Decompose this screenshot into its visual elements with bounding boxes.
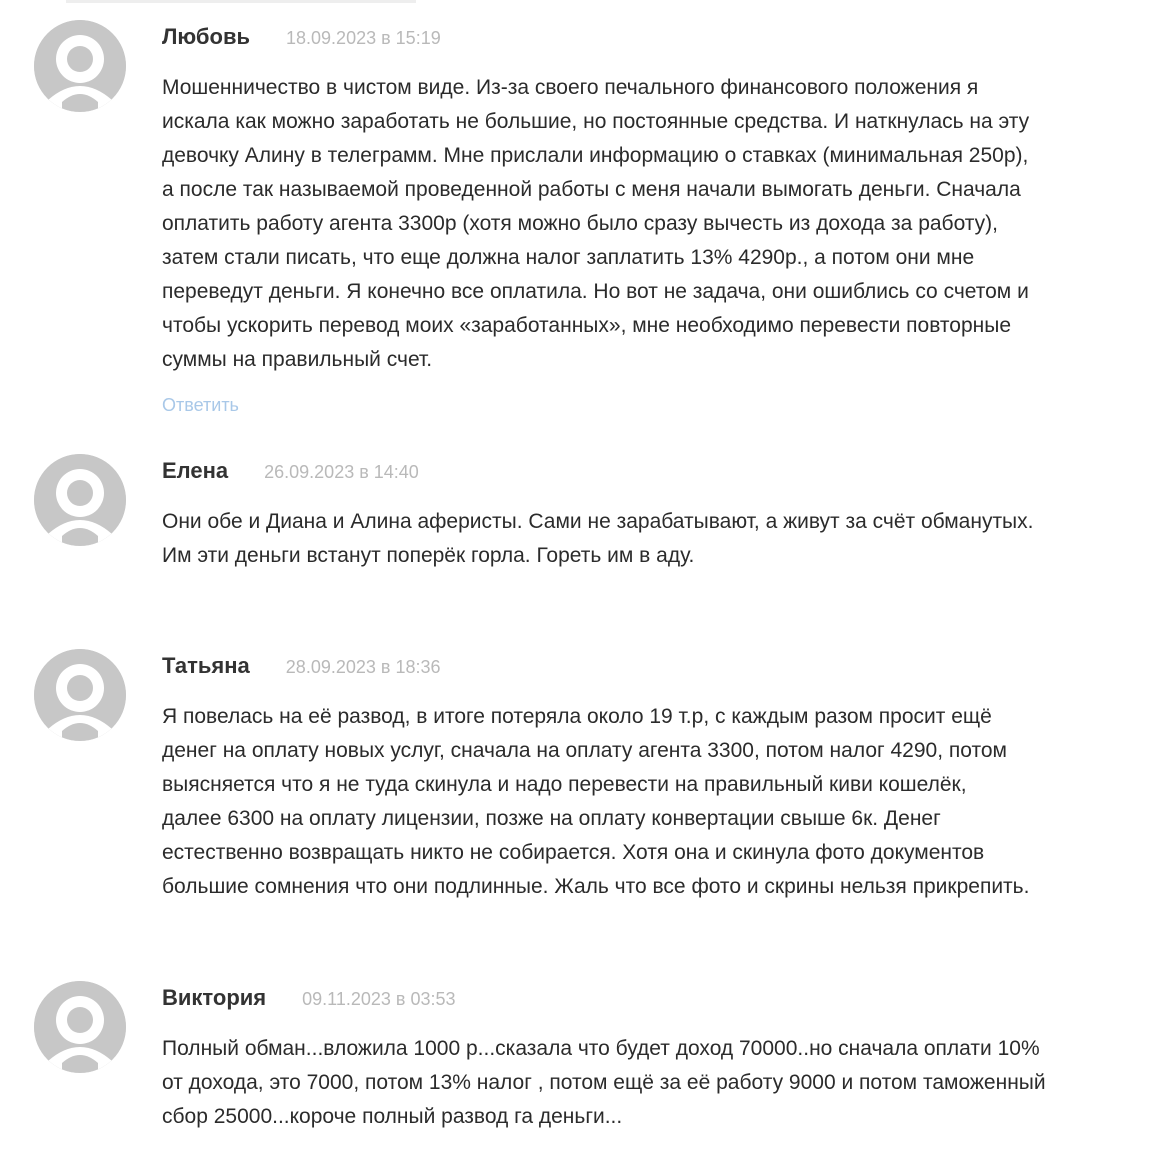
- comment-text: Я повелась на её развод, в итоге потеряла около 19 т.р, с каждым разом просит ещё денег на оплату новых услуг, сначала на оплату агента 3300, потом налог 4290, потом выясняется что я не туда скинула и надо перевести на правильный киви кошелёк, далее 6300 на оплату лицензии, позже на оплату конвертации свыше 6к. Денег естественно возвращать никто не собирается. Хотя она и скинула фото документов большие сомнения что они подлинные. Жаль что все фото и скрины нельзя прикрепить.: [162, 705, 1030, 898]
- comment-date[interactable]: 28.09.2023 в 18:36: [285, 657, 441, 677]
- comment-meta: [162, 458, 419, 488]
- comment-meta: [162, 653, 441, 683]
- comment-date[interactable]: 18.09.2023 в 15:19: [286, 28, 441, 48]
- avatar-icon: [34, 649, 126, 741]
- reply-link[interactable]: Ответить: [162, 395, 239, 415]
- comment-text: Они обе и Диана и Алина аферисты. Сами не зарабатывают, а живут за счёт обманутых. Им эти деньги встанут поперёк горла. Гореть им в аду.: [162, 510, 1034, 567]
- comment-meta: [162, 24, 441, 54]
- comment-author: Елена: [162, 458, 229, 483]
- avatar-icon: [34, 454, 126, 546]
- comment-text: Мошенничество в чистом виде. Из-за своего печального финансового положения я искала как можно заработать не большие, но постоянные средства. И наткнулась на эту девочку Алину в телеграмм. Мне прислали информацию о ставках (минимальная 250р), а после так называемой проведенной работы с меня начали вымогать деньги. Сначала оплатить работу агента 3300р (хотя можно было сразу вычесть из дохода за работу), затем стали писать, что еще должна налог заплатить 13% 4290р., а потом они мне переведут деньги. Я конечно все оплатила. Но вот не задача, они ошиблись со счетом и чтобы ускорить перевод моих «заработанных», мне необходимо перевести повторные суммы на правильный счет.: [162, 76, 1030, 371]
- comment-date[interactable]: 26.09.2023 в 14:40: [264, 462, 419, 482]
- comment-author: Татьяна: [162, 653, 250, 678]
- comment-author: Любовь: [162, 24, 251, 49]
- comment-meta: [162, 985, 456, 1015]
- comment-text: Полный обман...вложила 1000 р...сказала что будет доход 70000..но сначала оплати 10% от дохода, это 7000, потом 13% налог , потом ещё за её работу 9000 и потом таможенный сбор 25000...короче полный развод га деньги...: [162, 1037, 1046, 1128]
- comment-date[interactable]: 09.11.2023 в 03:53: [302, 989, 456, 1009]
- comment-author: Виктория: [162, 985, 267, 1010]
- avatar-icon: [34, 20, 126, 112]
- divider: [66, 0, 416, 3]
- avatar-icon: [34, 981, 126, 1073]
